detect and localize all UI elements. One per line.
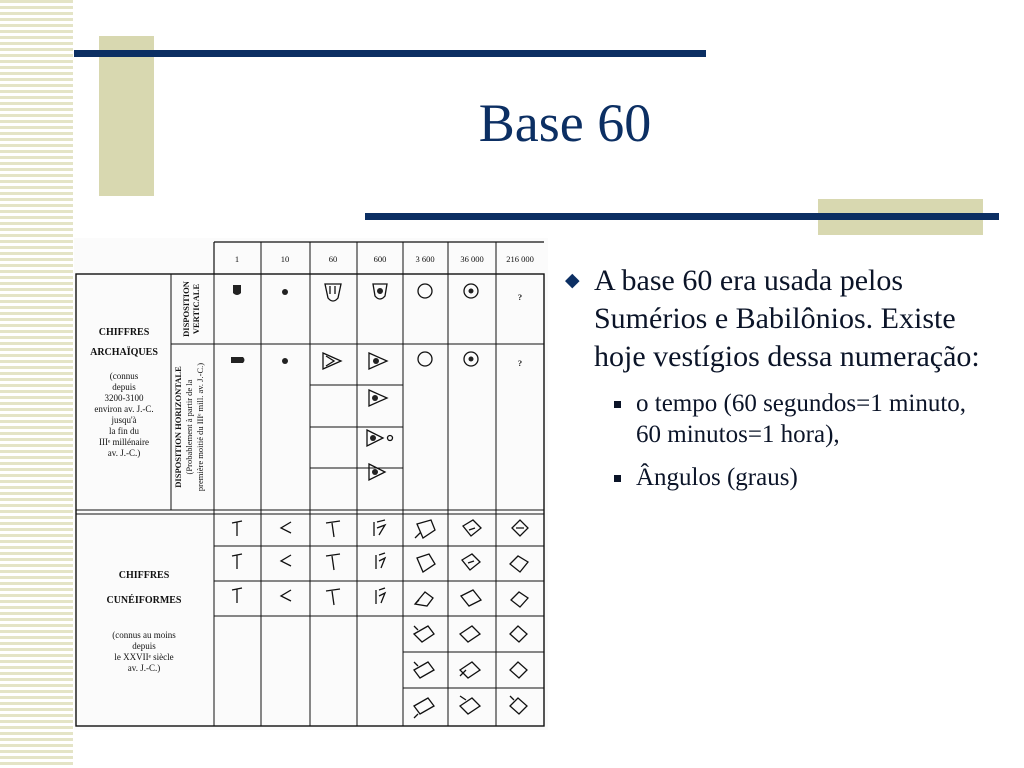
cuneiform-36000-row5 [460, 662, 480, 678]
archaic-600-horizontal-dot-2 [372, 395, 378, 401]
cuneiform-heading-2: CUNÉIFORMES [106, 595, 182, 606]
horizontal-label-line-3: première moitié du IIIᵉ mill. av. J.-C.) [195, 362, 205, 492]
cuneiform-3600-row3 [415, 592, 433, 606]
decorative-stripes [0, 0, 73, 768]
cuneiform-3600-row1 [415, 520, 435, 538]
cuneiform-600-row3 [376, 588, 385, 604]
cuneiform-60-row3 [326, 589, 340, 605]
col-header-216000: 216 000 [506, 254, 534, 264]
archaic-note-line-5: jusqu'à [111, 415, 137, 425]
col-header-1: 1 [234, 254, 240, 264]
cuneiform-36000-row6 [460, 696, 480, 714]
slide-title: Base 60 [478, 93, 652, 153]
diamond-bullet-icon: ◆ [565, 270, 580, 291]
cuneiform-3600-row6 [414, 698, 434, 718]
numeral-table-figure [74, 238, 548, 730]
cuneiform-216000-row2 [510, 556, 528, 572]
vertical-label-line-2: VERTICALE [191, 283, 201, 335]
sub-bullet-item [614, 388, 992, 450]
cuneiform-3600-row2 [417, 554, 435, 572]
col-header-10: 10 [280, 254, 290, 264]
cuneiform-3600-row5 [414, 662, 434, 678]
cuneiform-36000-row2 [462, 554, 480, 570]
cuneiform-heading-1: CHIFFRES [118, 570, 170, 581]
decorative-beige-block-top [99, 36, 154, 196]
cuneiform-216000-row3 [511, 592, 528, 607]
cuneiform-600-row2 [376, 553, 385, 569]
numeral-table-svg [74, 238, 548, 730]
archaic-3600-horizontal-glyph [418, 352, 432, 366]
vertical-label-line-1: DISPOSITION [181, 281, 191, 337]
cuneiform-10-row1 [281, 522, 291, 533]
cuneiform-600-row1 [374, 520, 385, 536]
archaic-10-vertical-glyph [282, 289, 288, 295]
archaic-10-horizontal-glyph [282, 358, 288, 364]
archaic-600-horizontal-dot-1 [373, 358, 379, 364]
archaic-60-vertical-glyph [325, 284, 341, 301]
bullet-list [562, 262, 992, 505]
col-header-600: 600 [373, 254, 387, 264]
cuneiform-216000-row4 [510, 626, 527, 642]
col-header-3600: 3 600 [415, 254, 435, 264]
cuneiform-note-line-3: le XXVIIᵉ siècle [114, 652, 174, 662]
cuneiform-36000-row1 [463, 520, 481, 536]
col-header-60: 60 [328, 254, 338, 264]
archaic-note-line-8: av. J.-C.) [107, 448, 141, 458]
archaic-600-vertical-dot [377, 288, 383, 294]
horizontal-label-line-2: (Probablement à partir de la [184, 379, 194, 475]
cuneiform-1-row2 [232, 554, 242, 569]
sub-bullet-list [614, 388, 992, 493]
archaic-216000-vertical-unknown: ? [517, 292, 523, 302]
archaic-600-horizontal-dot-3 [370, 435, 376, 441]
cuneiform-60-row1 [326, 521, 340, 537]
archaic-36000-vertical-dot [469, 289, 474, 294]
cuneiform-note-line-2: depuis [132, 641, 156, 651]
cuneiform-3600-row4 [414, 626, 434, 642]
archaic-heading-1: CHIFFRES [98, 327, 150, 338]
archaic-60-horizontal-glyph [323, 353, 341, 369]
bullet-text: A base 60 era usada pelos Sumérios e Babilônios. Existe hoje vestígios dessa numeração: [594, 264, 980, 373]
archaic-1-horizontal-glyph [231, 357, 245, 363]
archaic-3600-vertical-glyph [418, 284, 432, 298]
archaic-note-line-7: IIIᵉ millénaire [98, 437, 150, 447]
archaic-note-line-6: la fin du [109, 426, 139, 436]
archaic-vertical-glyphs [233, 284, 522, 302]
archaic-1-vertical-glyph [233, 285, 241, 295]
square-bullet-icon [614, 401, 621, 408]
col-header-36000: 36 000 [460, 254, 484, 264]
archaic-36000-horizontal-dot [469, 357, 474, 362]
archaic-note-line-4: environ av. J.-C. [94, 404, 154, 414]
decorative-line-bottom [365, 213, 999, 220]
sub-bullet-text: Ângulos (graus) [636, 464, 798, 491]
archaic-note-line-3: 3200-3100 [104, 393, 144, 403]
decorative-line-top [74, 50, 706, 57]
cuneiform-216000-row1 [512, 520, 528, 536]
horizontal-label-line-1: DISPOSITION HORIZONTALE [173, 366, 183, 488]
square-bullet-icon [614, 475, 621, 482]
cuneiform-216000-row6 [510, 696, 527, 714]
cuneiform-note-line-4: av. J.-C.) [127, 663, 161, 673]
cuneiform-36000-row3 [461, 590, 481, 606]
archaic-horizontal-glyphs [231, 352, 522, 480]
cuneiform-note-line-1: (connus au moins [112, 630, 176, 640]
archaic-note-line-2: depuis [112, 382, 136, 392]
archaic-600-horizontal-dot-4 [372, 469, 378, 475]
cuneiform-1-row3 [232, 588, 242, 603]
archaic-heading-2: ARCHAÏQUES [90, 347, 158, 358]
sub-bullet-text: o tempo (60 segundos=1 minuto, 60 minutos=1 hora), [636, 390, 967, 448]
cuneiform-60-row2 [326, 554, 340, 570]
cuneiform-36000-row4 [460, 626, 480, 642]
sub-bullet-item [614, 462, 992, 493]
cuneiform-10-row3 [281, 590, 291, 601]
archaic-216000-horizontal-unknown: ? [517, 358, 523, 368]
archaic-note-line-1: (connus [109, 371, 139, 381]
bullet-item [562, 262, 992, 376]
cuneiform-1-row1 [232, 521, 242, 536]
archaic-600-horizontal-ring-3 [388, 436, 393, 441]
cuneiform-216000-row5 [510, 662, 527, 678]
cuneiform-10-row2 [281, 555, 291, 566]
